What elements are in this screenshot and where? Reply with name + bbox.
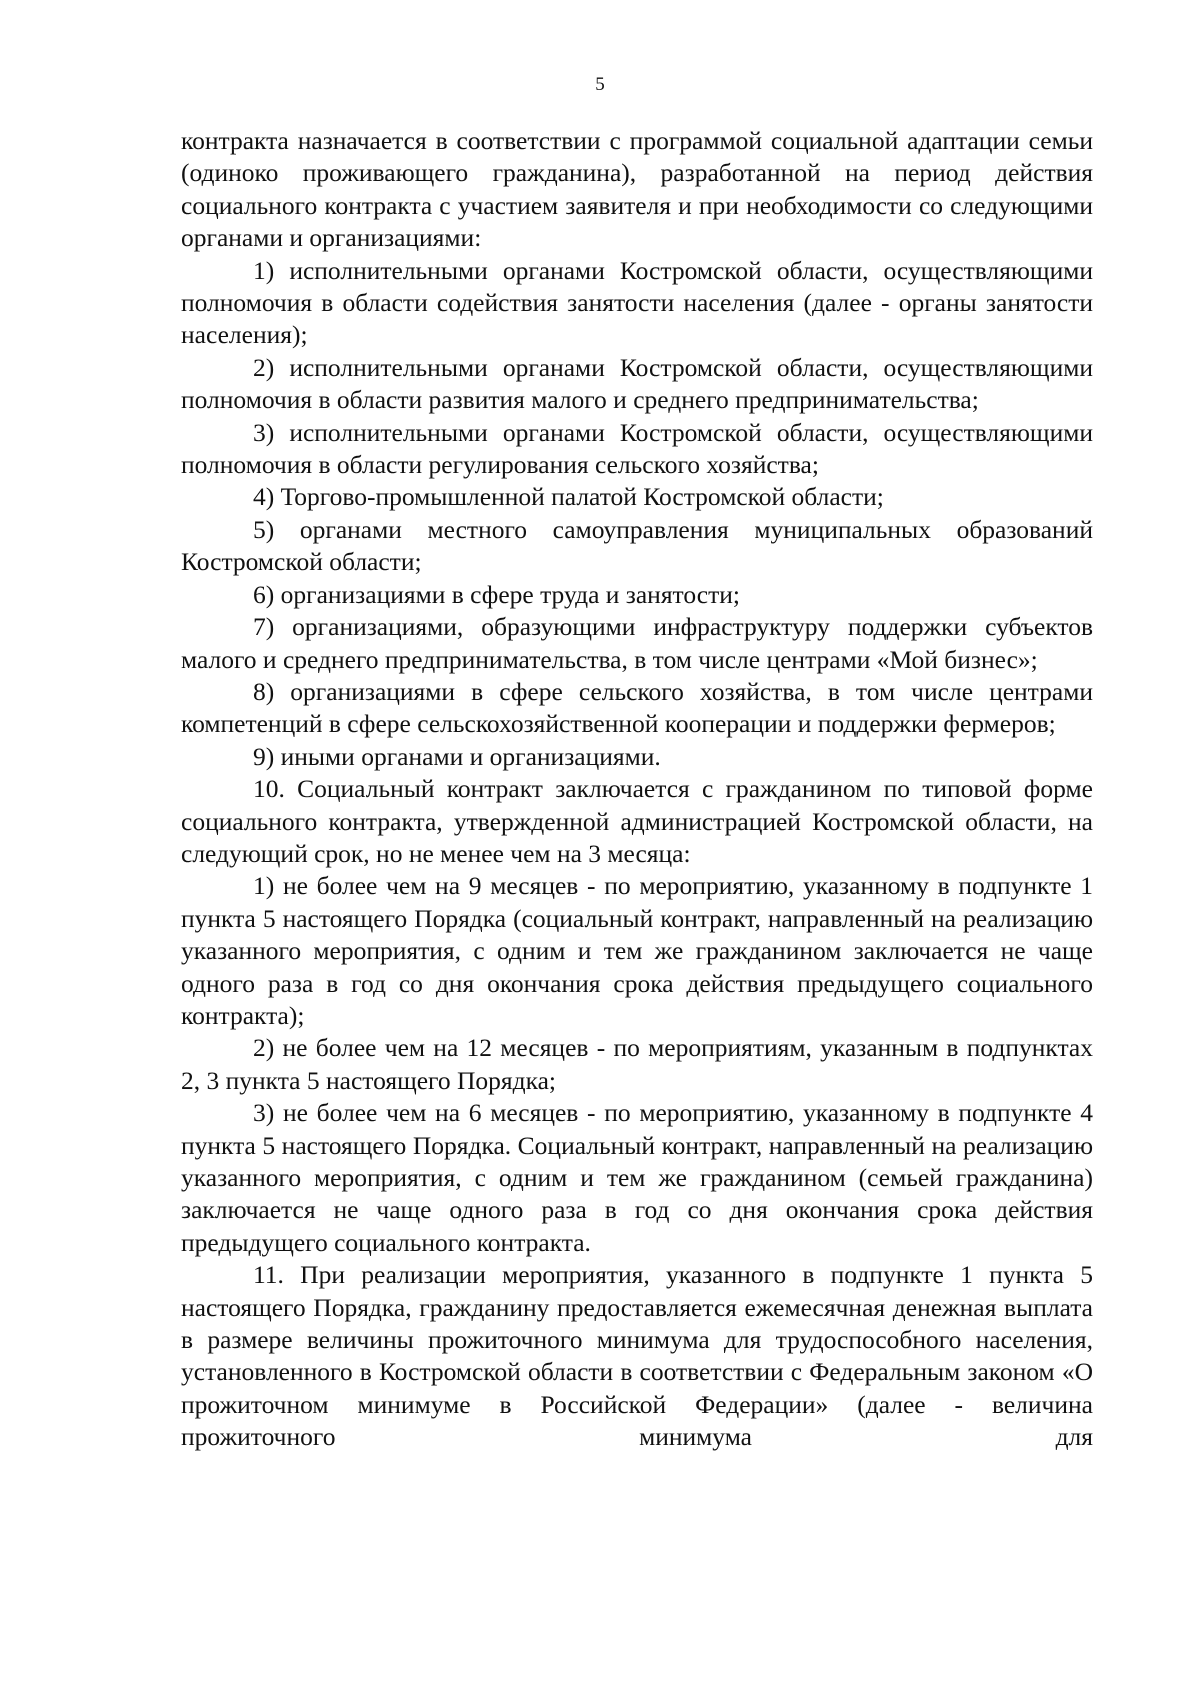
list-item-5: 5) органами местного самоуправления муниципальных образований Костромской области; [181, 514, 1093, 577]
list-item-4: 4) Торгово-промышленной палатой Костромской области; [253, 482, 884, 512]
list-item-7: 7) организациями, образующими инфраструктуру поддержки субъектов малого и среднего предпринимательства, в том числе центрами «Мой бизнес»; [181, 612, 1093, 674]
section-10: 10. Социальный контракт заключается с гражданином по типовой форме социального контракта, утвержденной администрацией Костромской области, на следующий срок, но не менее чем на 3 месяца: [181, 774, 1093, 868]
list-item-8: 8) организациями в сфере сельского хозяйства, в том числе центрами компетенций в сфере сельскохозяйственной кооперации и поддержки фермеров; [181, 676, 1093, 739]
section-10-item-3: 3) не более чем на 6 месяцев - по мероприятию, указанному в подпункте 4 пункта 5 настоящего Порядка. Социальный контракт, направленный на реализацию указанного мероприятия, с одним и тем же гражданином (семьей гражданина) заключается не чаще одного раза в год со дня окончания срока действия предыдущего социального контракта. [181, 1098, 1093, 1257]
list-item-1: 1) исполнительными органами Костромской области, осуществляющими полномочия в области содействия занятости населения (далее - органы занятости населения); [181, 255, 1093, 350]
paragraph-continuation: контракта назначается в соответствии с программой социальной адаптации семьи (одиноко проживающего гражданина), разработанной на период действия социального контракта с участием заявителя и при необходимости со следующими органами и организациями: [181, 126, 1093, 253]
list-item-6: 6) организациями в сфере труда и занятости; [253, 579, 740, 609]
section-10-item-2: 2) не более чем на 12 месяцев - по мероприятиям, указанным в подпунктах 2, 3 пункта 5 настоящего Порядка; [181, 1033, 1093, 1095]
list-item-3: 3) исполнительными органами Костромской области, осуществляющими полномочия в области регулирования сельского хозяйства; [181, 417, 1093, 480]
section-11: 11. При реализации мероприятия, указанного в подпункте 1 пункта 5 настоящего Порядка, гражданину предоставляется ежемесячная денежная выплата в размере величины прожиточного минимума для трудоспособного населения, установленного в Костромской области в соответствии с Федеральным законом «О прожиточном минимуме в Российской Федерации» (далее - величина прожиточного минимума для [181, 1260, 1093, 1452]
page-number: 5 [595, 74, 605, 95]
list-item-9: 9) иными органами и организациями. [253, 741, 661, 771]
section-10-item-1: 1) не более чем на 9 месяцев - по мероприятию, указанному в подпункте 1 пункта 5 настоящего Порядка (социальный контракт, направленный на реализацию указанного мероприятия, с одним и тем же гражданином заключается не чаще одного раза в год со дня окончания срока действия предыдущего социального контракта); [181, 871, 1093, 1030]
list-item-2: 2) исполнительными органами Костромской области, осуществляющими полномочия в области развития малого и среднего предпринимательства; [181, 352, 1093, 415]
document-body [181, 125, 1093, 1454]
